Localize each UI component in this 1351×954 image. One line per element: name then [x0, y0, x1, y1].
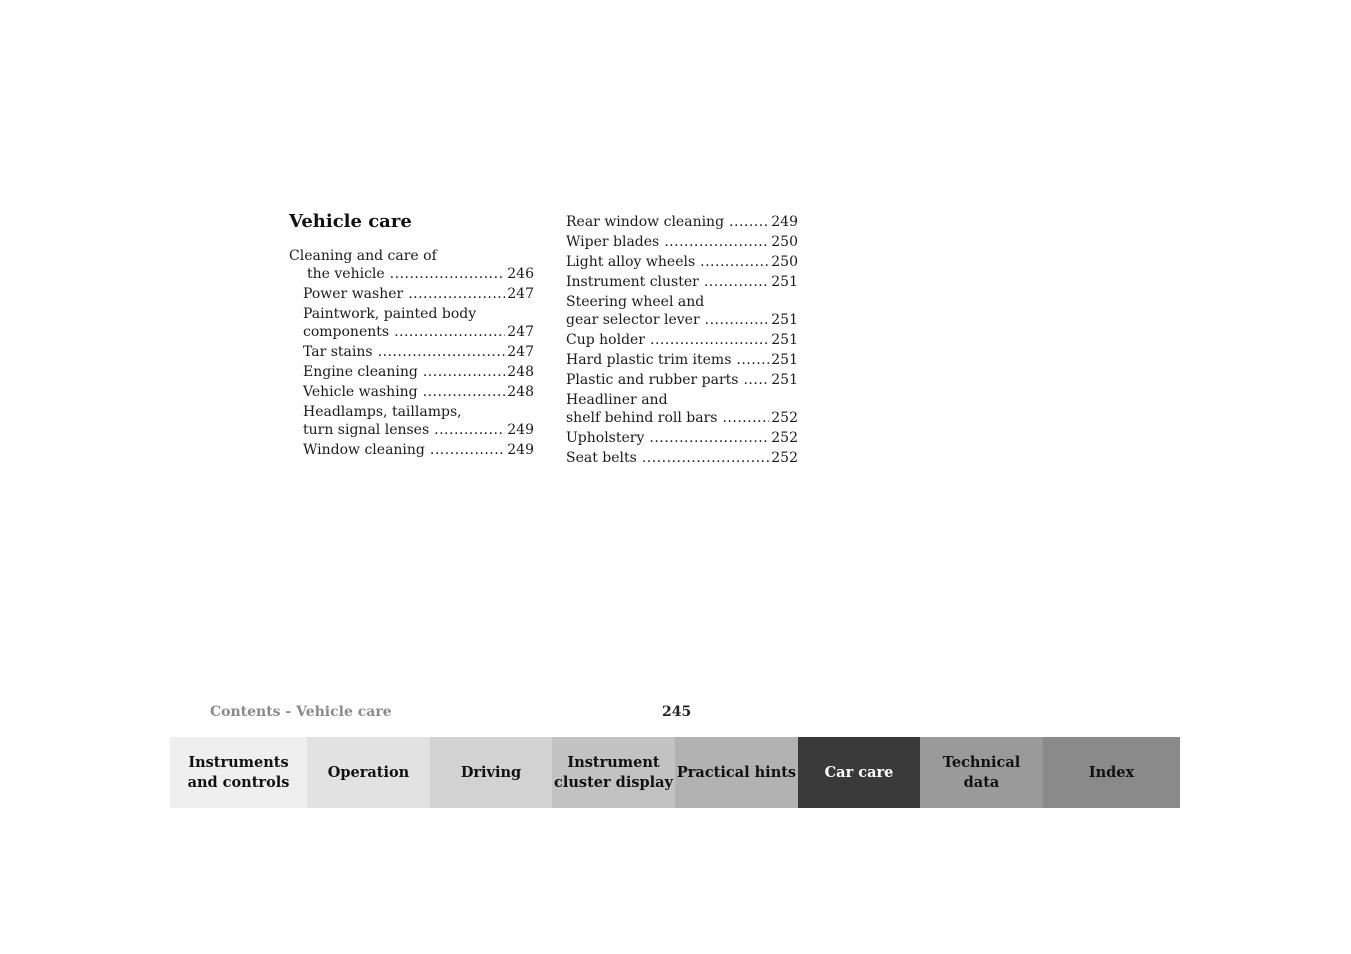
toc-entry[interactable] — [303, 305, 534, 341]
toc-entry-page: 252 — [771, 450, 798, 466]
page-number: 245 — [662, 704, 692, 720]
chapter-tab[interactable]: Practical hints — [675, 737, 798, 808]
chapter-tab-bar — [170, 737, 1180, 808]
toc-entry-page: 251 — [771, 372, 798, 388]
toc-entry[interactable] — [303, 383, 534, 401]
toc-entry-page: 246 — [507, 266, 534, 282]
toc-entry-label: components — [303, 324, 390, 340]
dot-leader — [704, 273, 769, 291]
dot-leader — [700, 253, 769, 271]
toc-entry-label: Plastic and rubber parts — [566, 372, 739, 388]
toc-entry[interactable] — [566, 253, 798, 271]
toc-entry-label-line1: Cleaning and care of — [289, 248, 437, 264]
chapter-tab[interactable]: Technical data — [920, 737, 1043, 808]
toc-entry-page: 247 — [507, 344, 534, 360]
toc-entry-label-line1: Headliner and — [566, 392, 668, 408]
toc-entry-page: 249 — [771, 214, 798, 230]
dot-leader — [705, 311, 770, 329]
toc-entry[interactable] — [303, 403, 534, 439]
toc-entry-label-line1: Headlamps, taillamps, — [303, 404, 462, 420]
toc-entry-page: 251 — [771, 274, 798, 290]
toc-entry[interactable] — [566, 213, 798, 231]
toc-entry-page: 248 — [507, 384, 534, 400]
toc-entry[interactable] — [289, 247, 534, 283]
toc-entry-label: Rear window cleaning — [566, 214, 725, 230]
toc-entry-label: Seat belts — [566, 450, 637, 466]
toc-entry-label: shelf behind roll bars — [566, 410, 718, 426]
toc-entry-label: gear selector lever — [566, 312, 700, 328]
dot-leader — [722, 409, 769, 427]
toc-entry-page: 249 — [507, 442, 534, 458]
toc-entry-page: 251 — [771, 312, 798, 328]
toc-entry-label: Engine cleaning — [303, 364, 418, 380]
dot-leader — [743, 371, 769, 389]
toc-entry-label: Instrument cluster — [566, 274, 699, 290]
dot-leader — [378, 343, 506, 361]
toc-entry-label: turn signal lenses — [303, 422, 430, 438]
dot-leader — [434, 421, 505, 439]
toc-entry-label: Cup holder — [566, 332, 646, 348]
dot-leader — [430, 441, 505, 459]
dot-leader — [649, 429, 769, 447]
toc-entry[interactable] — [566, 429, 798, 447]
dot-leader — [423, 383, 506, 401]
toc-entry[interactable] — [303, 363, 534, 381]
toc-entry-label: Light alloy wheels — [566, 254, 696, 270]
toc-entry[interactable] — [566, 391, 798, 427]
toc-entry[interactable] — [566, 449, 798, 467]
toc-entry[interactable] — [566, 351, 798, 369]
toc-entry-page: 248 — [507, 364, 534, 380]
toc-entry-label: Vehicle washing — [303, 384, 418, 400]
toc-entry-label: Power washer — [303, 286, 404, 302]
toc-entry-page: 247 — [507, 324, 534, 340]
toc-entry[interactable] — [566, 293, 798, 329]
section-title: Vehicle care — [289, 211, 412, 232]
toc-entry-label-line1: Paintwork, painted body — [303, 306, 477, 322]
dot-leader — [650, 331, 769, 349]
chapter-tab[interactable]: Index — [1043, 737, 1180, 808]
toc-entry[interactable] — [566, 371, 798, 389]
chapter-tab[interactable]: Instruments and controls — [170, 737, 307, 808]
toc-entry-label: Upholstery — [566, 430, 645, 446]
toc-entry-page: 251 — [771, 332, 798, 348]
chapter-tab[interactable]: Instrument cluster display — [552, 737, 675, 808]
toc-entry[interactable] — [566, 233, 798, 251]
dot-leader — [408, 285, 505, 303]
toc-entry-page: 249 — [507, 422, 534, 438]
toc-entry-label: Tar stains — [303, 344, 373, 360]
toc-entry-page: 250 — [771, 254, 798, 270]
chapter-tab[interactable]: Operation — [307, 737, 430, 808]
toc-entry-page: 250 — [771, 234, 798, 250]
toc-entry-label: Wiper blades — [566, 234, 660, 250]
toc-entry-page: 252 — [771, 410, 798, 426]
dot-leader — [729, 213, 769, 231]
dot-leader — [664, 233, 769, 251]
toc-entry-label: Hard plastic trim items — [566, 352, 732, 368]
toc-entry-page: 251 — [771, 352, 798, 368]
toc-entry[interactable] — [566, 331, 798, 349]
toc-entry[interactable] — [303, 285, 534, 303]
dot-leader — [423, 363, 505, 381]
footer-section-label: Contents - Vehicle care — [210, 704, 392, 720]
toc-entry[interactable] — [566, 273, 798, 291]
chapter-tab[interactable]: Car care — [798, 737, 920, 808]
toc-entry-label: the vehicle — [307, 266, 385, 282]
dot-leader — [390, 265, 506, 283]
chapter-tab[interactable]: Driving — [430, 737, 552, 808]
toc-entry-page: 247 — [507, 286, 534, 302]
toc-entry-label-line1: Steering wheel and — [566, 294, 705, 310]
dot-leader — [394, 323, 505, 341]
toc-entry[interactable] — [303, 441, 534, 459]
toc-entry-page: 252 — [771, 430, 798, 446]
toc-entry-label: Window cleaning — [303, 442, 425, 458]
dot-leader — [736, 351, 769, 369]
dot-leader — [642, 449, 769, 467]
toc-entry[interactable] — [303, 343, 534, 361]
